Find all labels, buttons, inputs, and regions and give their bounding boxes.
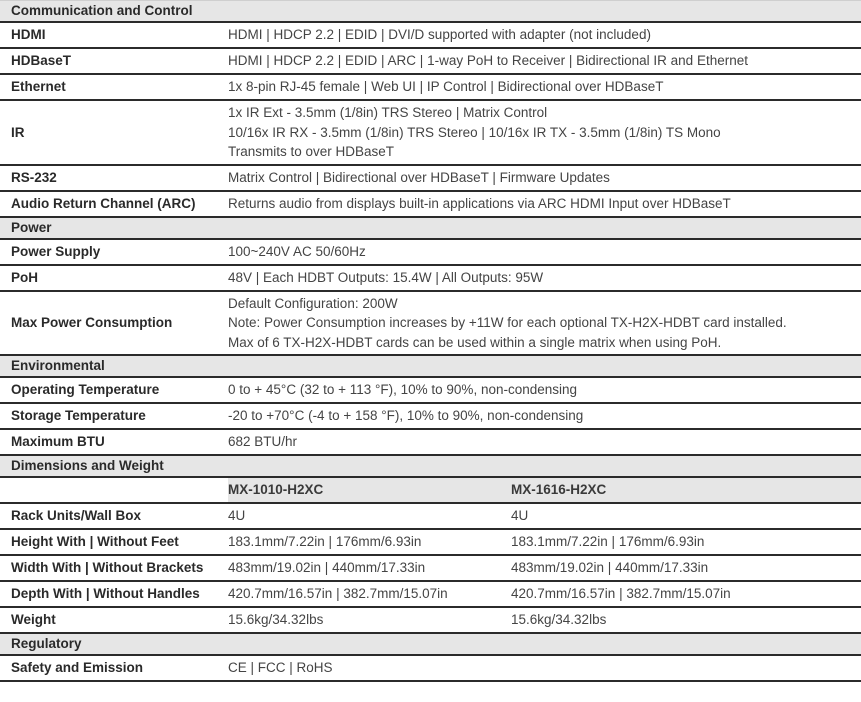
spec-value-mx-1616: 4U <box>511 503 861 529</box>
spec-value: Matrix Control | Bidirectional over HDBaseT | Firmware Updates <box>228 165 861 191</box>
spec-value-mx-1616: 15.6kg/34.32lbs <box>511 607 861 633</box>
section-header-communication <box>0 1 861 23</box>
spec-value: 48V | Each HDBT Outputs: 15.4W | All Outputs: 95W <box>228 265 861 291</box>
spec-row-ethernet <box>0 74 861 100</box>
spec-row-hdbaset <box>0 48 861 74</box>
spec-value-line: Max of 6 TX-H2X-HDBT cards can be used within a single matrix when using PoH. <box>228 334 722 350</box>
spec-label: HDMI <box>0 22 228 48</box>
spec-value-line: Default Configuration: 200W <box>228 295 398 311</box>
spec-value: CE | FCC | RoHS <box>228 655 861 681</box>
spec-label: HDBaseT <box>0 48 228 74</box>
section-title: Communication and Control <box>0 1 861 23</box>
spec-label: RS-232 <box>0 165 228 191</box>
spec-value: HDMI | HDCP 2.2 | EDID | DVI/D supported with adapter (not included) <box>228 22 861 48</box>
spec-label: Weight <box>0 607 228 633</box>
section-title: Environmental <box>0 355 861 377</box>
spec-row-arc <box>0 191 861 217</box>
spec-label: Width With | Without Brackets <box>0 555 228 581</box>
spec-label: Ethernet <box>0 74 228 100</box>
spec-row-weight <box>0 607 861 633</box>
section-title: Power <box>0 217 861 239</box>
spec-value-mx-1010: 4U <box>228 503 511 529</box>
spec-row-poh <box>0 265 861 291</box>
section-title: Dimensions and Weight <box>0 455 861 477</box>
spec-label: Storage Temperature <box>0 403 228 429</box>
spec-label: Max Power Consumption <box>0 291 228 356</box>
spec-value-line: 1x IR Ext - 3.5mm (1/8in) TRS Stereo | Matrix Control <box>228 105 548 120</box>
spec-label: Audio Return Channel (ARC) <box>0 191 228 217</box>
spec-value <box>228 100 861 165</box>
spec-row-power-supply <box>0 239 861 265</box>
spec-value-line: Note: Power Consumption increases by +11W for each optional TX-H2X-HDBT card installed. <box>228 315 787 330</box>
spec-value-mx-1010: 183.1mm/7.22in | 176mm/6.93in <box>228 529 511 555</box>
spec-value <box>228 291 861 356</box>
spec-value-mx-1010: 420.7mm/16.57in | 382.7mm/15.07in <box>228 581 511 607</box>
spec-value-line: 10/16x IR RX - 3.5mm (1/8in) TRS Stereo | 10/16x IR TX - 3.5mm (1/8in) TS Mono <box>228 124 721 140</box>
spec-value: 682 BTU/hr <box>228 429 861 455</box>
spec-row-hdmi <box>0 22 861 48</box>
spec-value: 1x 8-pin RJ-45 female | Web UI | IP Control | Bidirectional over HDBaseT <box>228 74 861 100</box>
spec-row-ir <box>0 100 861 165</box>
spec-row-safety-emission <box>0 655 861 681</box>
spec-value-mx-1616: 183.1mm/7.22in | 176mm/6.93in <box>511 529 861 555</box>
spec-label: Operating Temperature <box>0 377 228 403</box>
spec-label: Safety and Emission <box>0 655 228 681</box>
model-name-mx-1616: MX-1616-H2XC <box>511 477 861 503</box>
spec-row-rack-units <box>0 503 861 529</box>
section-header-dimensions <box>0 455 861 477</box>
spec-value-mx-1616: 483mm/19.02in | 440mm/17.33in <box>511 555 861 581</box>
spec-value: -20 to +70°C (-4 to + 158 °F), 10% to 90%, non-condensing <box>228 403 861 429</box>
spec-row-depth <box>0 581 861 607</box>
spec-row-rs232 <box>0 165 861 191</box>
spec-label: IR <box>0 100 228 165</box>
spec-value-mx-1616: 420.7mm/16.57in | 382.7mm/15.07in <box>511 581 861 607</box>
model-name-mx-1010: MX-1010-H2XC <box>228 477 511 503</box>
model-header-row <box>0 477 861 503</box>
spec-value-mx-1010: 483mm/19.02in | 440mm/17.33in <box>228 555 511 581</box>
spec-row-width <box>0 555 861 581</box>
spec-label: Depth With | Without Handles <box>0 581 228 607</box>
spec-row-max-power <box>0 291 861 356</box>
spec-value: 100~240V AC 50/60Hz <box>228 239 861 265</box>
spec-label: Power Supply <box>0 239 228 265</box>
spec-row-storage-temperature <box>0 403 861 429</box>
section-header-power <box>0 217 861 239</box>
spec-value: HDMI | HDCP 2.2 | EDID | ARC | 1-way PoH to Receiver | Bidirectional IR and Ethernet <box>228 48 861 74</box>
section-title: Regulatory <box>0 633 861 655</box>
spec-label: Height With | Without Feet <box>0 529 228 555</box>
spec-value: Returns audio from displays built-in applications via ARC HDMI Input over HDBaseT <box>228 191 861 217</box>
section-header-regulatory <box>0 633 861 655</box>
spec-row-maximum-btu <box>0 429 861 455</box>
section-header-environmental <box>0 355 861 377</box>
spec-row-operating-temperature <box>0 377 861 403</box>
spec-label: Rack Units/Wall Box <box>0 503 228 529</box>
spec-value-mx-1010: 15.6kg/34.32lbs <box>228 607 511 633</box>
spec-row-height <box>0 529 861 555</box>
spec-label: Maximum BTU <box>0 429 228 455</box>
spec-label: PoH <box>0 265 228 291</box>
model-header-blank <box>0 477 228 503</box>
spec-value: 0 to + 45°C (32 to + 113 °F), 10% to 90%, non-condensing <box>228 377 861 403</box>
spec-value-line: Transmits to over HDBaseT <box>228 144 395 159</box>
